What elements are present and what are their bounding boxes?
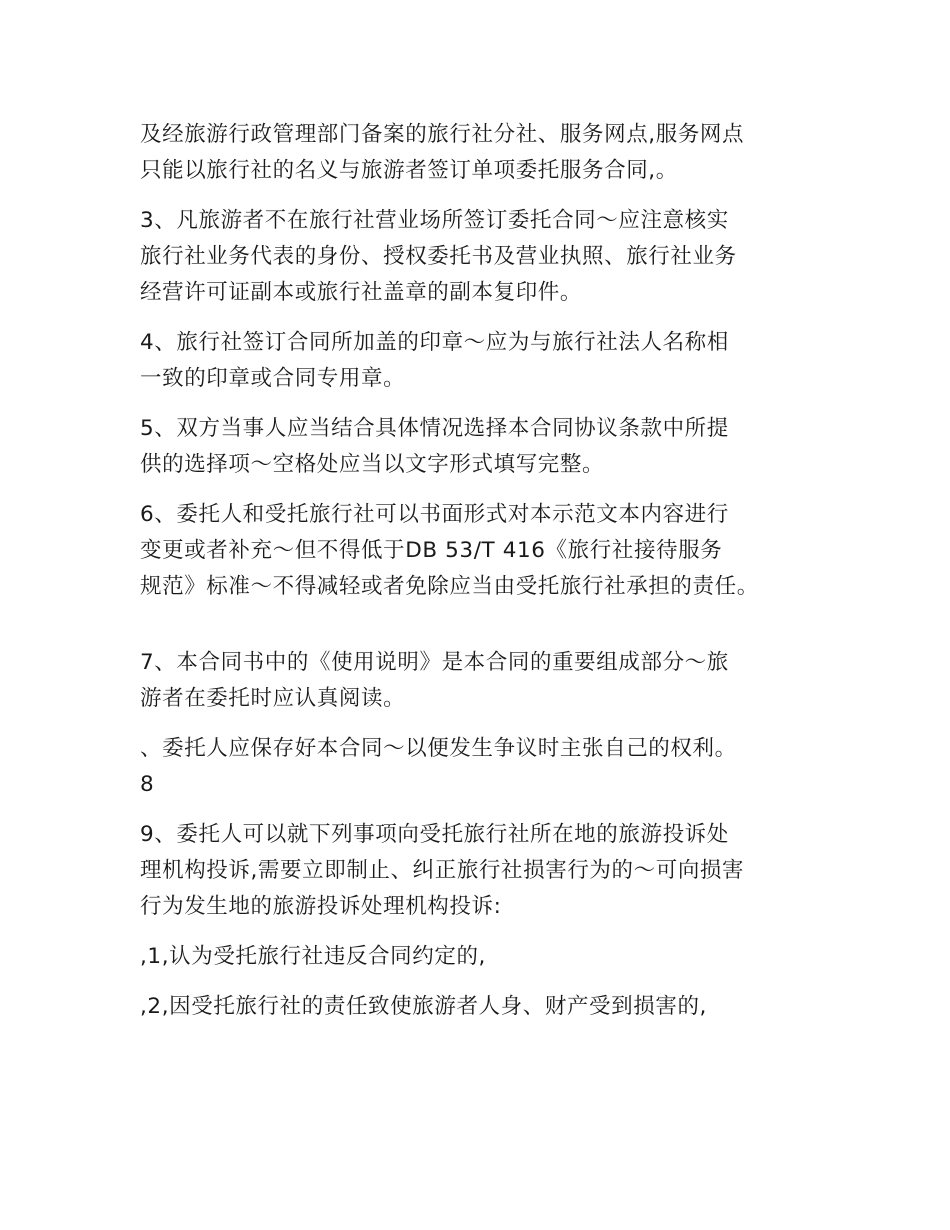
text-line: ,1,认为受托旅行社违反合同约定的, bbox=[140, 944, 486, 969]
text-line: 游者在委托时应认真阅读。 bbox=[140, 686, 406, 711]
text-line: 4、旅行社签订合同所加盖的印章～应为与旅行社法人名称相 bbox=[140, 330, 729, 355]
text-line: 理机构投诉,需要立即制止、纠正旅行社损害行为的～可向损害 bbox=[140, 858, 745, 883]
text-line: 一致的印章或合同专用章。 bbox=[140, 366, 406, 391]
text-line: 9、委托人可以就下列事项向受托旅行社所在地的旅游投诉处 bbox=[140, 822, 729, 847]
text-line: 8 bbox=[140, 772, 155, 797]
text-line: 供的选择项～空格处应当以文字形式填写完整。 bbox=[140, 452, 605, 477]
paragraph-subitem-2 bbox=[140, 989, 820, 1025]
text-line: ,2,因受托旅行社的责任致使旅游者人身、财产受到损害的, bbox=[140, 994, 707, 1019]
paragraph-item-6 bbox=[140, 497, 820, 605]
text-line: 5、双方当事人应当结合具体情况选择本合同协议条款中所提 bbox=[140, 416, 729, 441]
paragraph-item-4 bbox=[140, 325, 820, 397]
text-line: 变更或者补充～但不得低于DB 53/T 416《旅行社接待服务 bbox=[140, 538, 723, 563]
paragraph-item-7 bbox=[140, 645, 820, 717]
text-line: 6、委托人和受托旅行社可以书面形式对本示范文本内容进行 bbox=[140, 502, 729, 527]
text-line: 3、凡旅游者不在旅行社营业场所签订委托合同～应注意核实 bbox=[140, 208, 729, 233]
text-line: 旅行社业务代表的身份、授权委托书及营业执照、旅行社业务 bbox=[140, 244, 737, 269]
paragraph-item-3 bbox=[140, 203, 820, 311]
paragraph-item-8 bbox=[140, 731, 820, 803]
paragraph-branch-outlets bbox=[140, 117, 820, 189]
text-line: 经营许可证副本或旅行社盖章的副本复印件。 bbox=[140, 280, 583, 305]
paragraph-subitem-1 bbox=[140, 939, 820, 975]
text-line: 规范》标准～不得减轻或者免除应当由受托旅行社承担的责任。 bbox=[140, 574, 759, 599]
document-body bbox=[140, 117, 820, 1025]
text-line: 、委托人应保存好本合同～以便发生争议时主张自己的权利。 bbox=[140, 736, 737, 761]
text-line: 7、本合同书中的《使用说明》是本合同的重要组成部分～旅 bbox=[140, 650, 729, 675]
text-line: 只能以旅行社的名义与旅游者签订单项委托服务合同,。 bbox=[140, 158, 678, 183]
paragraph-item-5 bbox=[140, 411, 820, 483]
text-line: 行为发生地的旅游投诉处理机构投诉: bbox=[140, 894, 502, 919]
text-line: 及经旅游行政管理部门备案的旅行社分社、服务网点,服务网点 bbox=[140, 122, 745, 147]
paragraph-item-9 bbox=[140, 817, 820, 925]
